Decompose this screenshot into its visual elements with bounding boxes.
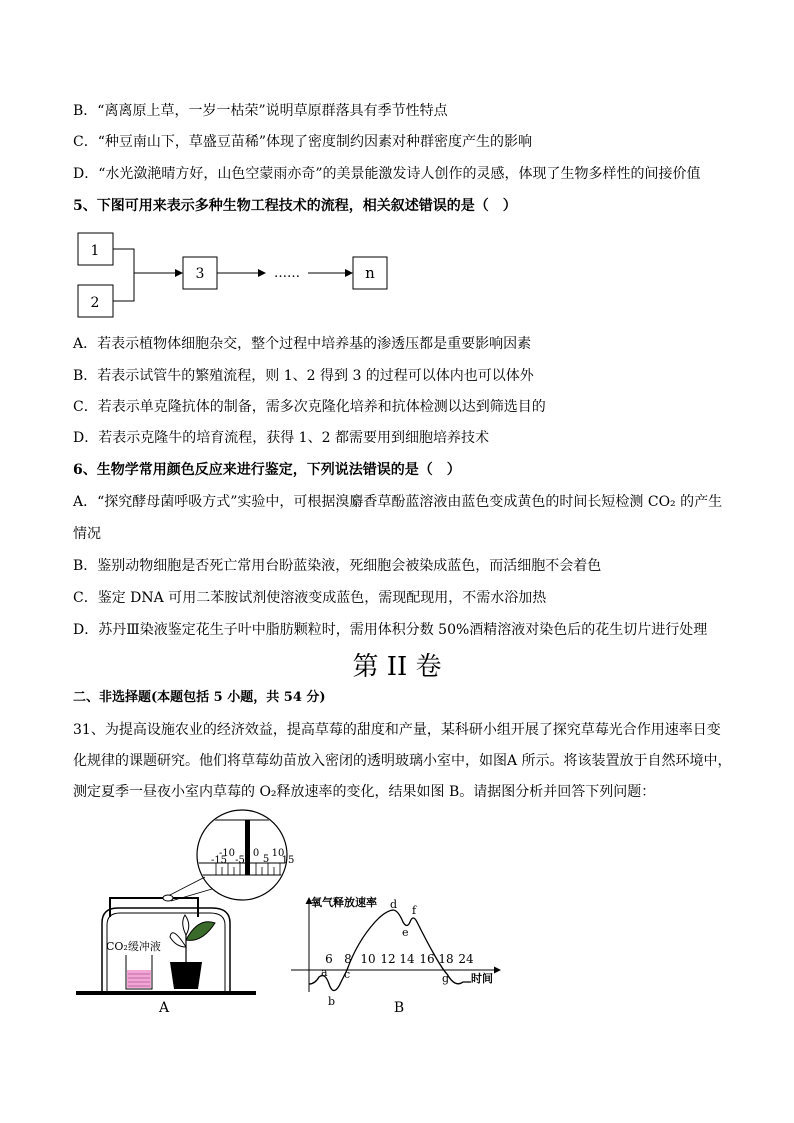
q5-stem: 5、下图可用来表示多种生物工程技术的流程，相关叙述错误的是（ ） <box>73 198 517 214</box>
q6-option-a-cont: 情况 <box>73 526 101 542</box>
point-e: e <box>402 926 409 939</box>
apparatus-base <box>76 991 256 995</box>
scale-label-0: 0 <box>252 848 260 859</box>
buffer-liquid <box>127 970 151 988</box>
point-g: g <box>442 972 450 985</box>
q31-line-1: 31、为提高设施农业的经济效益，提高草莓的甜度和产量，某科研小组开展了探究草莓光合作用速率日变 <box>73 722 721 738</box>
plant-pot <box>170 962 202 989</box>
flow-box-2-label: 2 <box>90 295 100 311</box>
tick-24: 24 <box>458 952 474 966</box>
flow-ellipsis: …… <box>274 266 300 281</box>
q5-option-b: B．若表示试管牛的繁殖流程，则 1、2 得到 3 的过程可以体内也可以体外 <box>73 368 534 384</box>
scale-label-neg5: -5 <box>235 855 245 866</box>
q4-option-c: C．“种豆南山下，草盛豆苗稀”体现了密度制约因素对种群密度产生的影响 <box>73 134 533 150</box>
figure-a-caption: A <box>158 1000 170 1016</box>
point-b: b <box>328 995 336 1008</box>
q31-line-3: 测定夏季一昼夜小室内草莓的 O₂释放速率的变化，结果如图 B。请据图分析并回答下列问题： <box>73 784 656 800</box>
figure-b-curve <box>285 892 510 1020</box>
y-axis-label: 氧气释放速率 <box>311 896 377 909</box>
x-axis-label: 时间 <box>471 972 493 985</box>
figure-a-apparatus <box>70 805 310 1020</box>
flow-connector <box>113 249 134 301</box>
q31-line-2: 化规律的课题研究。他们将草莓幼苗放入密闭的透明玻璃小室中，如图A 所示。将该装置放于自然环境中， <box>73 753 732 769</box>
tick-18: 18 <box>438 952 454 966</box>
scale-label-15: 15 <box>281 855 295 866</box>
q4-option-b: B．“离离原上草，一岁一枯荣”说明草原群落具有季节性特点 <box>73 103 448 119</box>
scale-label-5: 5 <box>262 854 270 865</box>
plant-leaf-top <box>183 915 189 935</box>
q5-flow-diagram <box>70 228 400 328</box>
scale-label-neg15: -15 <box>210 855 228 866</box>
section-title: 第 II 卷 <box>352 652 442 682</box>
tick-10: 10 <box>360 952 376 966</box>
q4-option-d: D．“水光潋滟晴方好，山色空蒙雨亦奇”的美景能激发诗人创作的灵感，体现了生物多样性的间接价值 <box>73 166 701 182</box>
buffer-label: CO₂缓冲液 <box>106 940 161 953</box>
scale-label-10: 10 <box>271 848 285 859</box>
q6-option-d: D．苏丹Ⅲ染液鉴定花生子叶中脂肪颗粒时，需用体积分数 50%酒精溶液对染色后的花生切片进行处理 <box>73 622 708 638</box>
q6-stem: 6、生物学常用颜色反应来进行鉴定，下列说法错误的是（ ） <box>73 462 461 478</box>
q6-option-a: A．“探究酵母菌呼吸方式”实验中，可根据溴麝香草酚蓝溶液由蓝色变成黄色的时间长短检测 CO₂ 的产生 <box>73 494 723 510</box>
flow-box-1-label: 1 <box>90 243 100 259</box>
point-a: a <box>321 966 328 979</box>
tick-8: 8 <box>344 952 352 966</box>
flow-box-3-label: 3 <box>195 266 205 282</box>
tick-16: 16 <box>419 952 435 966</box>
section-heading: 二、非选择题(本题包括 5 小题，共 54 分) <box>73 690 326 705</box>
plant-leaf-right <box>186 922 215 941</box>
point-f: f <box>412 904 417 917</box>
flow-box-n-label: n <box>365 264 375 282</box>
figure-b-caption: B <box>393 1000 405 1016</box>
q5-option-c: C．若表示单克隆抗体的制备，需多次克隆化培养和抗体检测以达到筛选目的 <box>73 399 546 415</box>
q5-option-a: A．若表示植物体细胞杂交，整个过程中培养基的渗透压都是重要影响因素 <box>73 336 532 352</box>
tick-6: 6 <box>325 952 333 966</box>
point-c: c <box>344 968 351 981</box>
scale-label-neg10: -10 <box>218 848 236 859</box>
point-d: d <box>390 898 398 911</box>
tick-12: 12 <box>380 952 396 966</box>
q6-option-b: B．鉴别动物细胞是否死亡常用台盼蓝染液，死细胞会被染成蓝色，而活细胞不会着色 <box>73 558 602 574</box>
tick-14: 14 <box>399 952 415 966</box>
scale-indicator <box>245 820 250 875</box>
q5-option-d: D．若表示克隆牛的培育流程，获得 1、2 都需要用到细胞培养技术 <box>73 430 489 446</box>
q6-option-c: C．鉴定 DNA 可用二苯胺试剂使溶液变成蓝色，需现配现用，不需水浴加热 <box>73 590 547 606</box>
plant-leaf-left <box>170 933 186 947</box>
tube-droplet <box>163 895 173 901</box>
